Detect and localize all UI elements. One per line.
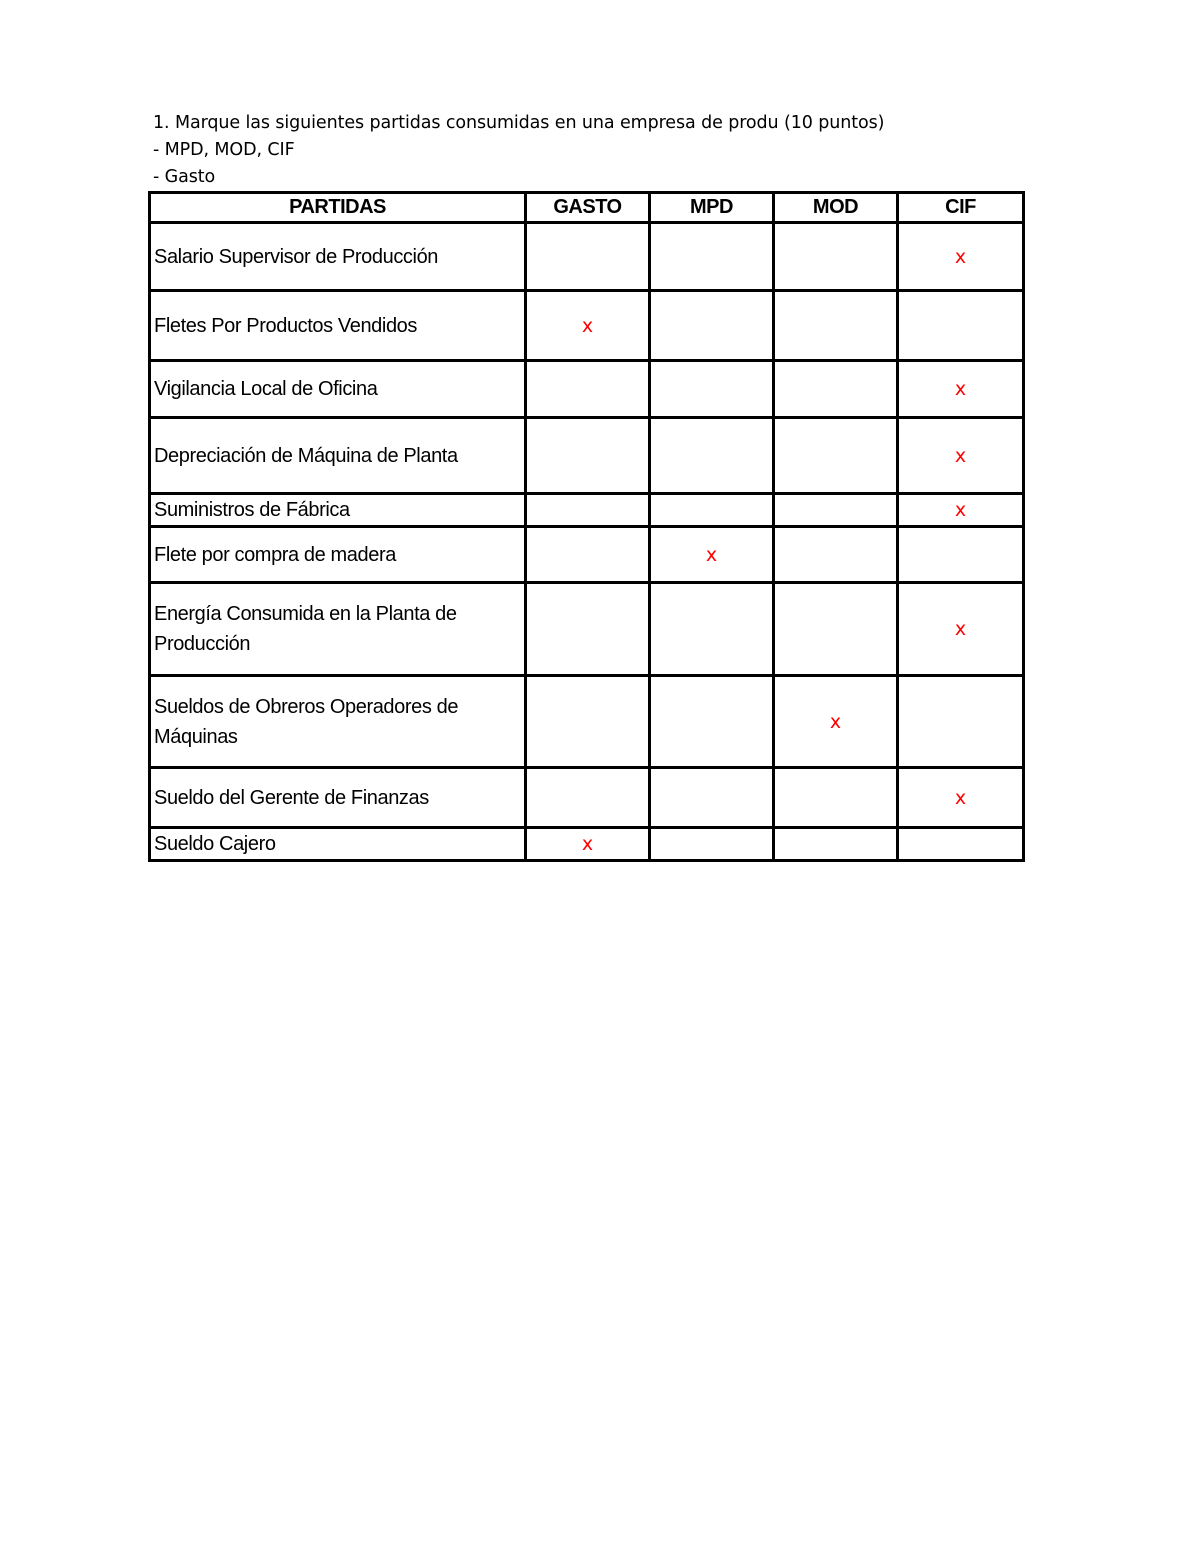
cell-gasto [526,494,650,527]
instructions-block [153,110,884,191]
cell-cif [898,828,1024,861]
cell-mpd [650,583,774,676]
classification-table [148,191,1025,862]
cell-mod [774,583,898,676]
instruction-question: 1. Marque las siguientes partidas consumidas en una empresa de produ (10 puntos) [153,113,885,133]
cell-gasto [526,361,650,418]
cell-gasto [526,223,650,291]
cell-mod [774,527,898,583]
table-row [150,223,1024,291]
cell-mpd [650,291,774,361]
cell-mod [774,828,898,861]
header-mpd: MPD [650,193,774,223]
instruction-option-expense: - Gasto [153,167,216,187]
cell-cif: x [898,361,1024,418]
cell-cif [898,527,1024,583]
table-row [150,583,1024,676]
table-row [150,676,1024,768]
cell-gasto [526,768,650,828]
cell-mpd [650,223,774,291]
row-label: Energía Consumida en la Planta de Producción [150,583,526,676]
row-label: Suministros de Fábrica [150,494,526,527]
cell-mpd [650,418,774,494]
cell-cif [898,676,1024,768]
table-row [150,361,1024,418]
cell-cif: x [898,223,1024,291]
cell-gasto: x [526,828,650,861]
header-mod: MOD [774,193,898,223]
cell-gasto [526,527,650,583]
cell-mpd [650,494,774,527]
cell-mod [774,494,898,527]
row-label: Salario Supervisor de Producción [150,223,526,291]
instruction-option-cost-elements: - MPD, MOD, CIF [153,140,295,160]
row-label: Depreciación de Máquina de Planta [150,418,526,494]
table-row [150,527,1024,583]
row-label: Sueldo del Gerente de Finanzas [150,768,526,828]
cell-mpd [650,361,774,418]
cell-cif: x [898,418,1024,494]
cell-mod [774,768,898,828]
cell-mod [774,223,898,291]
cell-mod: x [774,676,898,768]
row-label: Sueldos de Obreros Operadores de Máquinas [150,676,526,768]
cell-mod [774,361,898,418]
table-row [150,768,1024,828]
header-cif: CIF [898,193,1024,223]
table-header-row [150,193,1024,223]
cell-mod [774,291,898,361]
cell-gasto: x [526,291,650,361]
table-row [150,828,1024,861]
cell-mpd [650,828,774,861]
row-label: Sueldo Cajero [150,828,526,861]
cell-cif: x [898,494,1024,527]
header-partidas: PARTIDAS [150,193,526,223]
row-label: Flete por compra de madera [150,527,526,583]
cell-mod [774,418,898,494]
table-row [150,494,1024,527]
row-label: Vigilancia Local de Oficina [150,361,526,418]
cell-mpd [650,768,774,828]
row-label: Fletes Por Productos Vendidos [150,291,526,361]
cell-gasto [526,418,650,494]
cell-gasto [526,676,650,768]
cell-cif: x [898,583,1024,676]
cell-gasto [526,583,650,676]
cell-cif: x [898,768,1024,828]
cell-mpd: x [650,527,774,583]
cell-cif [898,291,1024,361]
cell-mpd [650,676,774,768]
table-row [150,291,1024,361]
table-row [150,418,1024,494]
header-gasto: GASTO [526,193,650,223]
